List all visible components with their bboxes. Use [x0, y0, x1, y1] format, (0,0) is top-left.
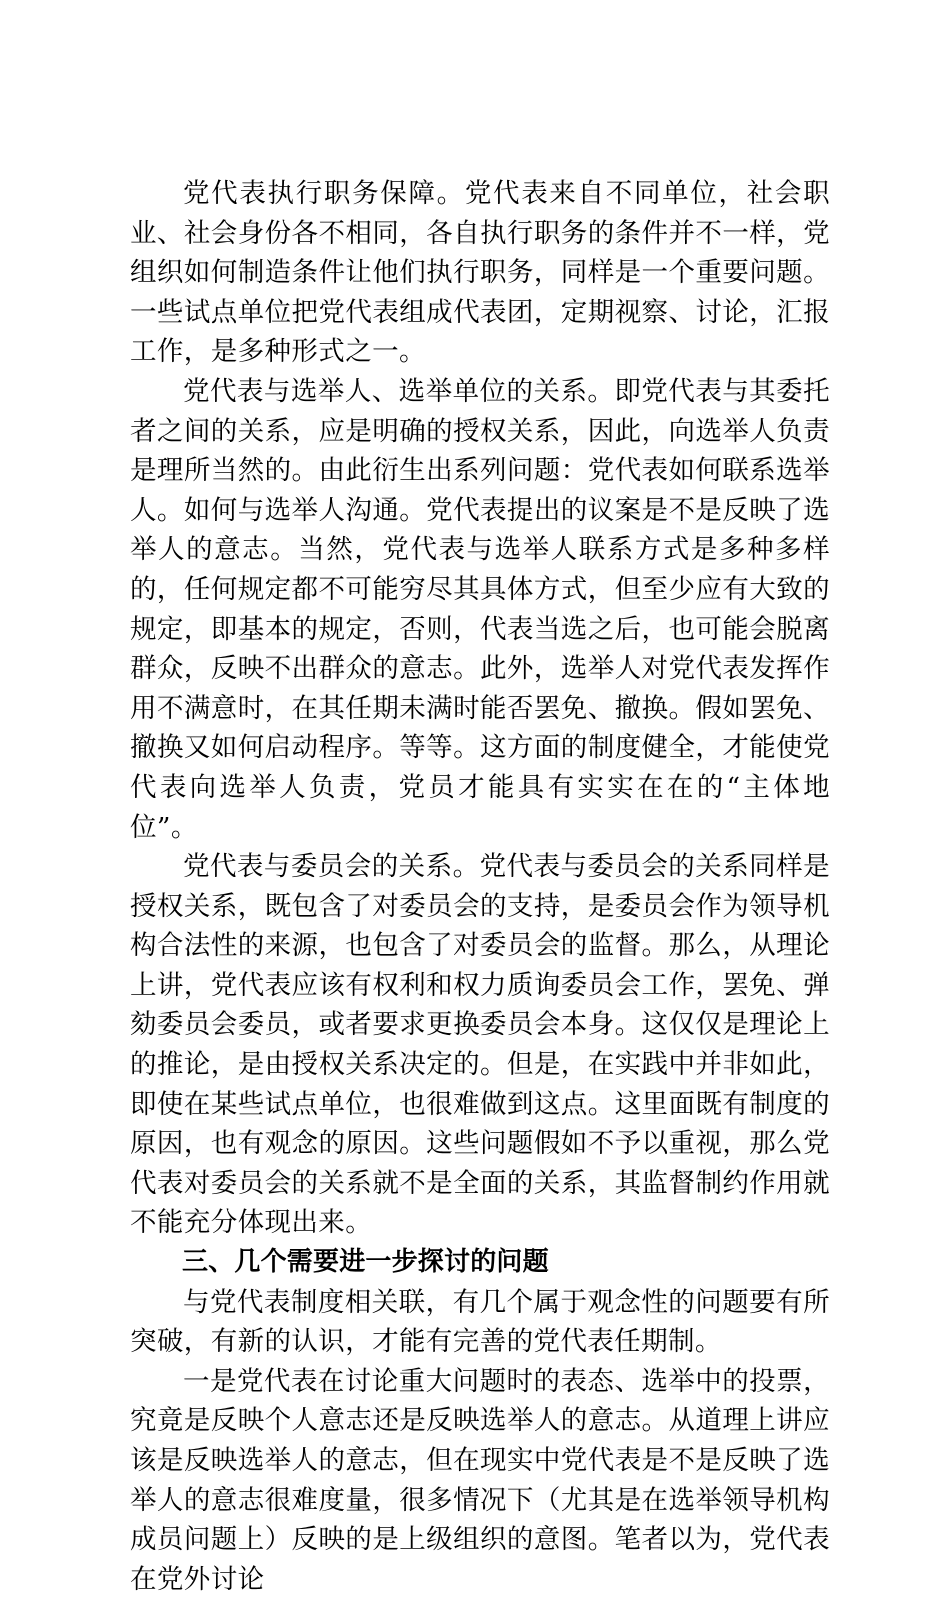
section-heading: 三、几个需要进一步探讨的问题: [182, 1247, 549, 1278]
document-page: [130, 174, 830, 1599]
paragraph-delegate-electors-relation: 党代表与选举人、选举单位的关系。即党代表与其委托者之间的关系，应是明确的授权关系，因此，向选举人负责是理所当然的。由此衍生出系列问题：党代表如何联系选举人。如何与选举人沟通。党代表提出的议案是不是反映了选举人的意志。当然，党代表与选举人联系方式是多种多样的，任何规定都不可能穷尽其具体方式，但至少应有大致的规定，即基本的规定，否则，代表当选之后，也可能会脱离群众，反映不出群众的意志。此外，选举人对党代表发挥作用不满意时，在其任期未满时能否罢免、撤换。假如罢免、撤换又如何启动程序。等等。这方面的制度健全，才能使党代表向选举人负责，党员才能具有实实在在的“主体地位”。: [130, 375, 830, 843]
paragraph-delegate-duty-guarantee: 党代表执行职务保障。党代表来自不同单位，社会职业、社会身份各不相同，各自执行职务的条件并不一样，党组织如何制造条件让他们执行职务，同样是一个重要问题。一些试点单位把党代表组成代表团，定期视察、讨论，汇报工作，是多种形式之一。: [130, 178, 830, 368]
paragraph-delegate-committee-relation: 党代表与委员会的关系。党代表与委员会的关系同样是授权关系，既包含了对委员会的支持，是委员会作为领导机构合法性的来源，也包含了对委员会的监督。那么，从理论上讲，党代表应该有权利和权力质询委员会工作，罢免、弹劾委员会委员，或者要求更换委员会本身。这仅仅是理论上的推论，是由授权关系决定的。但是，在实践中并非如此，即使在某些试点单位，也很难做到这点。这里面既有制度的原因，也有观念的原因。这些问题假如不予以重视，那么党代表对委员会的关系就不是全面的关系，其监督制约作用就不能充分体现出来。: [130, 851, 830, 1239]
paragraph-conceptual-issues-intro: 与党代表制度相关联，有几个属于观念性的问题要有所突破，有新的认识，才能有完善的党代表任期制。: [130, 1286, 830, 1358]
paragraph-issue-one: 一是党代表在讨论重大问题时的表态、选举中的投票，究竟是反映个人意志还是反映选举人的意志。从道理上讲应该是反映选举人的意志，但在现实中党代表是不是反映了选举人的意志很难度量，很多情况下（尤其是在选举领导机构成员问题上）反映的是上级组织的意图。笔者以为，党代表在党外讨论: [130, 1365, 830, 1595]
